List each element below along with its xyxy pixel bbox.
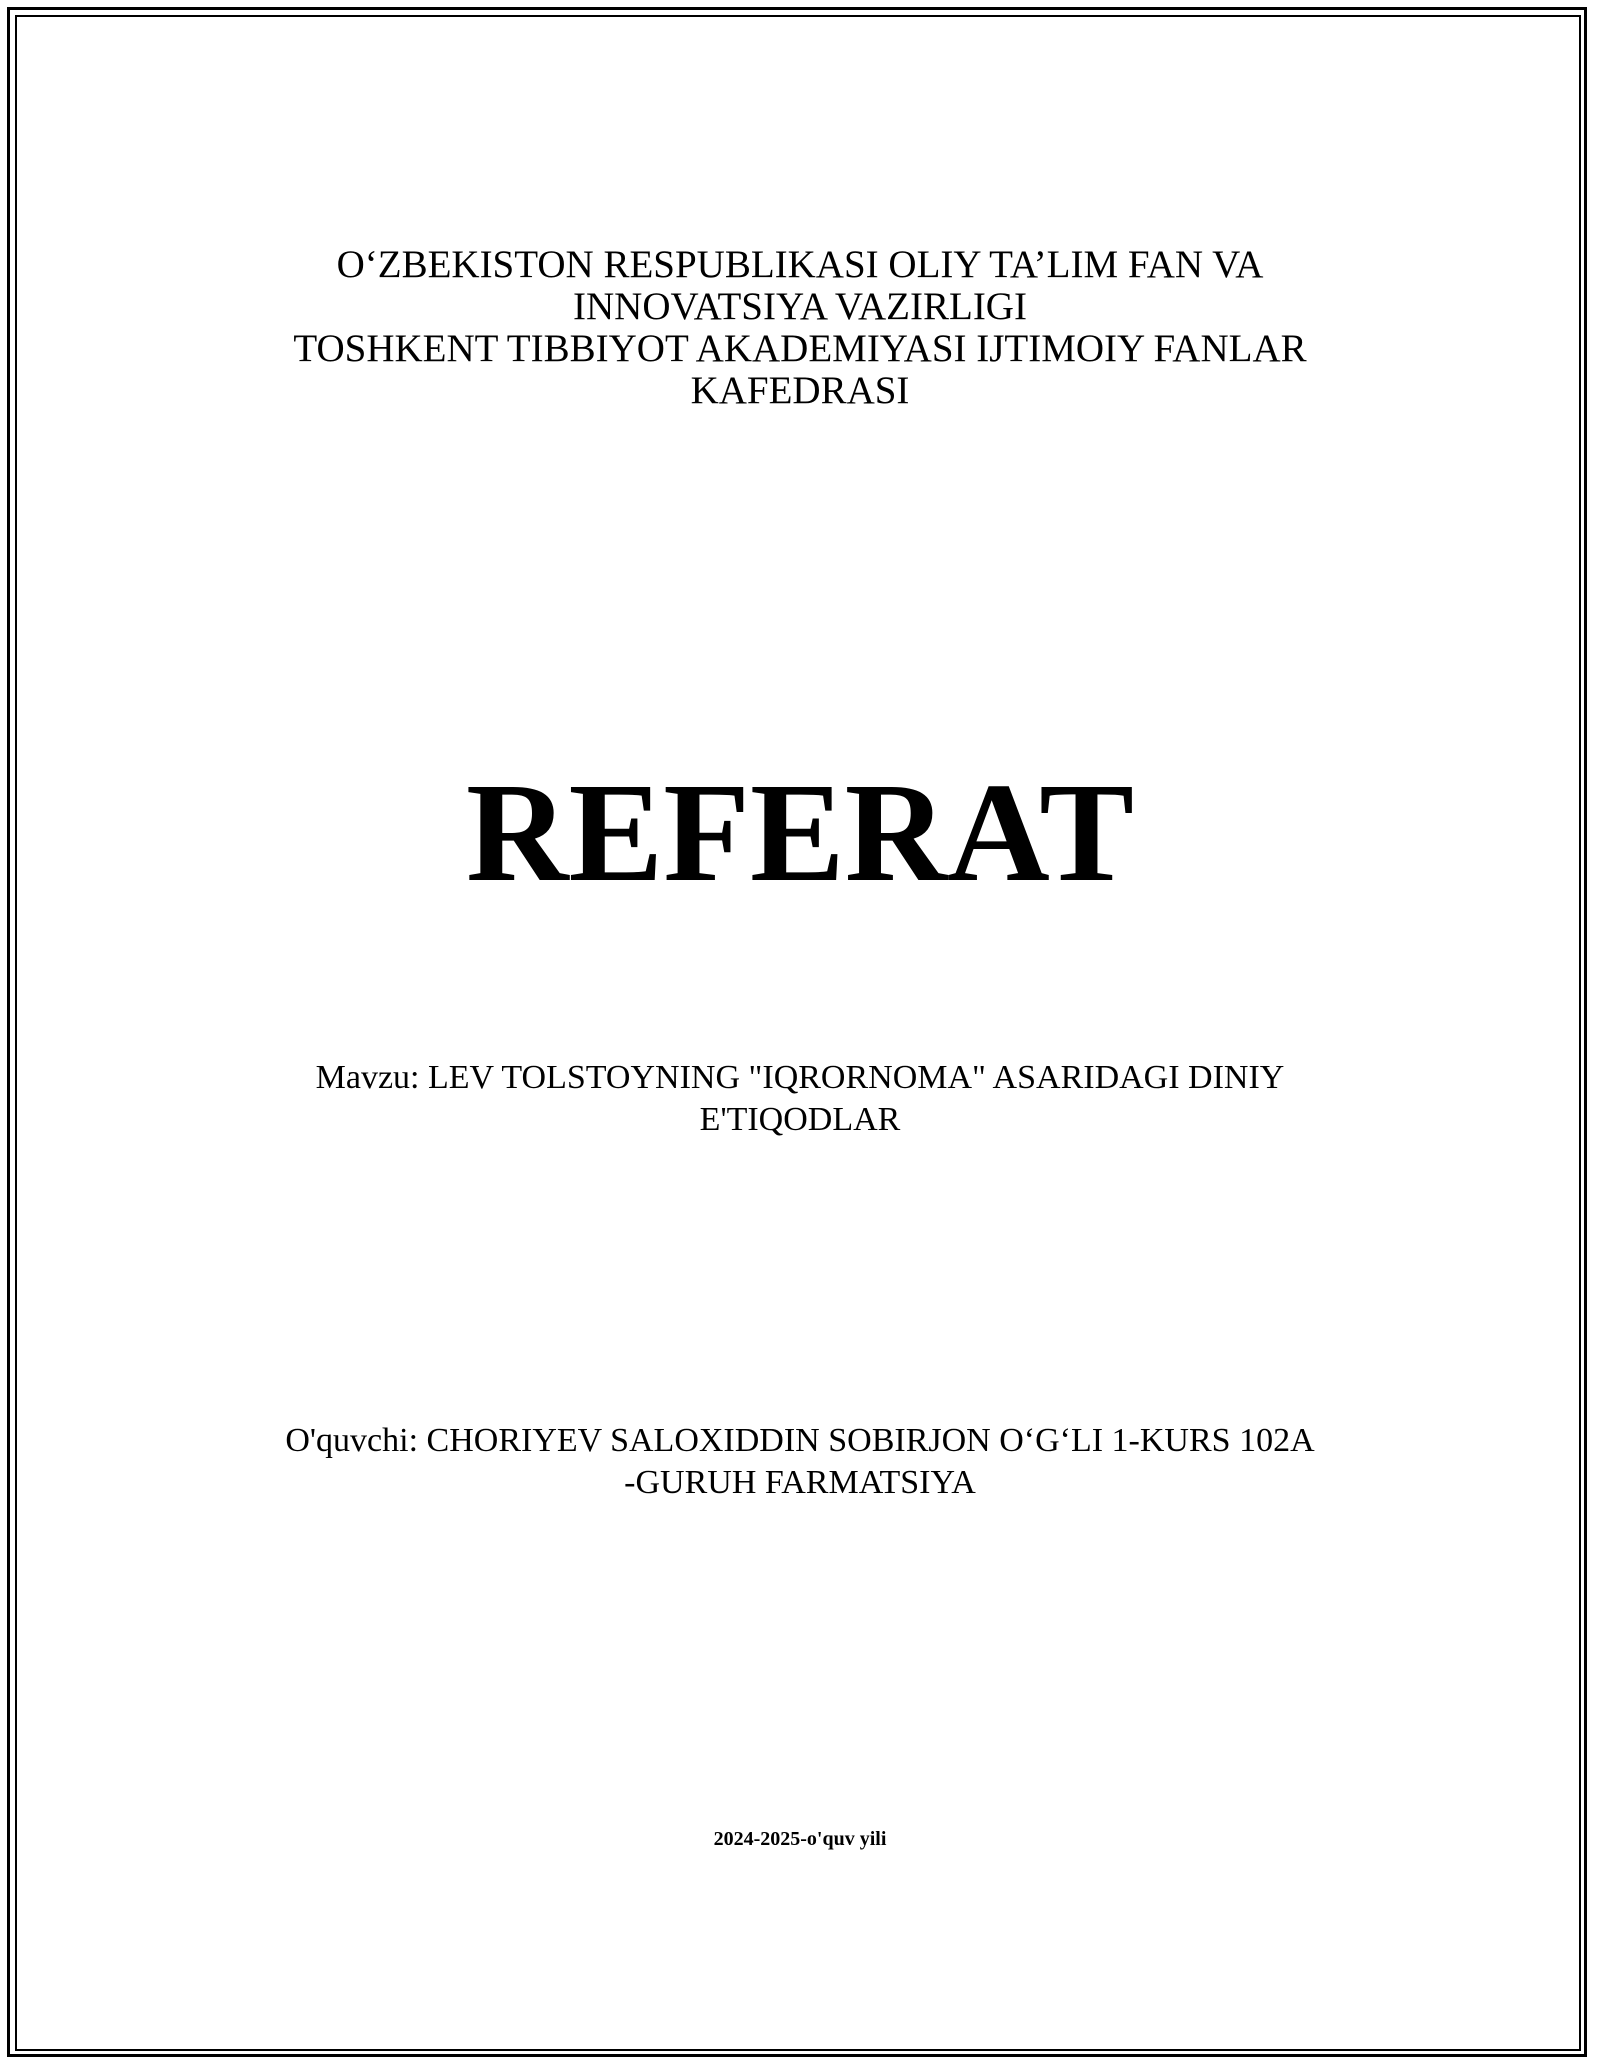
student-line: O'quvchi: CHORIYEV SALOXIDDIN SOBIRJON O‘G‘LI 1-KURS 102A [285, 1422, 1315, 1459]
academic-year: 2024-2025-o'quv yili [713, 1828, 887, 1850]
header-line: KAFEDRASI [690, 369, 910, 412]
header-line: INNOVATSIYA VAZIRLIGI [573, 285, 1027, 328]
header-line: O‘ZBEKISTON RESPUBLIKASI OLIY TA’LIM FAN VA [336, 243, 1264, 286]
topic-line: E'TIQODLAR [699, 1101, 901, 1138]
student-line: -GURUH FARMATSIYA [624, 1464, 976, 1501]
topic-line: Mavzu: LEV TOLSTOYNING "IQRORNOMA" ASARIDAGI DINIY [315, 1059, 1285, 1096]
student-block [0, 1420, 1600, 1504]
institution-header [0, 244, 1600, 412]
document-title: REFERAT [466, 753, 1134, 911]
topic-block [0, 1057, 1600, 1141]
header-line: TOSHKENT TIBBIYOT AKADEMIYASI IJTIMOIY FANLAR [293, 327, 1307, 370]
